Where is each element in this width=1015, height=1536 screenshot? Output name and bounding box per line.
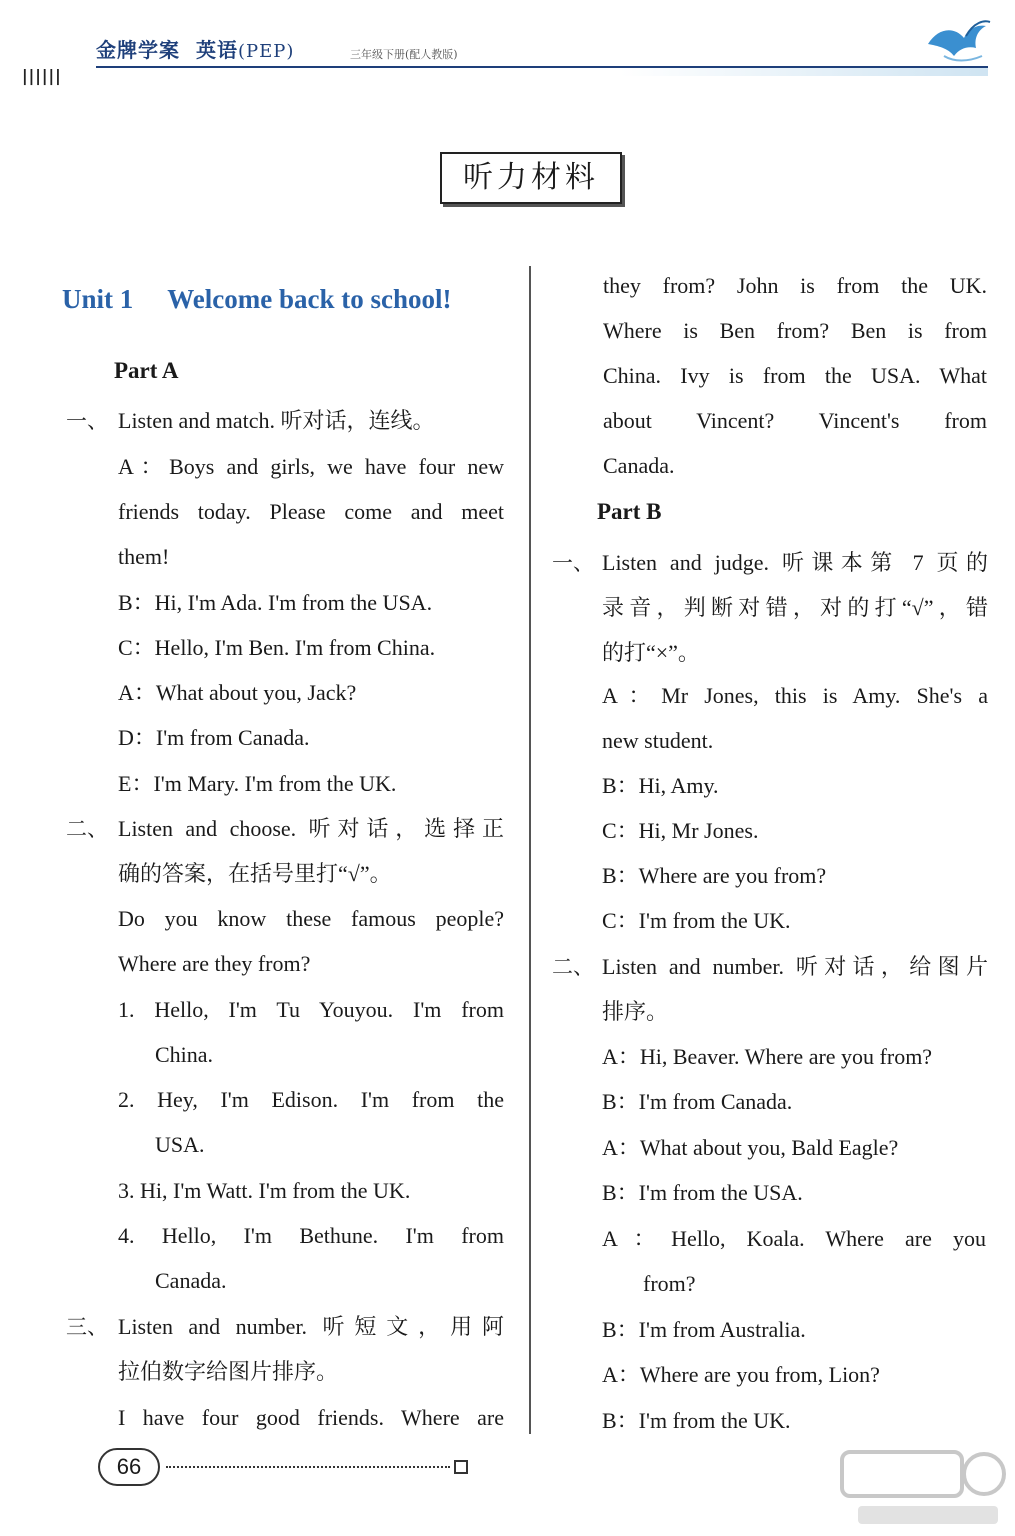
page-title: 听力材料 <box>440 152 622 204</box>
list-item: 3. Hi, I'm Watt. I'm from the UK. <box>118 1178 411 1203</box>
section-1-instruction: Listen and match. 听对话，连线。 <box>118 408 435 433</box>
dialogue-line: B：I'm from the UK. <box>602 1408 791 1433</box>
dialogue-line-cont: from? <box>643 1271 696 1296</box>
section-2-instruction-cont: 确的答案，在括号里打“√”。 <box>118 861 392 886</box>
unit-name: Welcome back to school! <box>167 284 452 314</box>
dialogue-line: A：Hello, Koala. Where are you <box>602 1226 986 1251</box>
dialogue-line: B：I'm from Canada. <box>602 1089 793 1114</box>
question-line: Do you know these famous people? <box>118 906 504 931</box>
section-3-instruction-cont: 拉伯数字给图片排序。 <box>118 1359 339 1384</box>
list-item-cont: China. <box>155 1042 214 1067</box>
section-3-label: 三、 <box>66 1315 108 1339</box>
b-section-2-instruction: Listen and number. 听对话，给图片 <box>602 954 988 979</box>
b-section-1-instruction-cont: 录音，判断对错，对的打“√”，错 <box>602 595 988 620</box>
section-2-instruction: Listen and choose. 听对话，选择正 <box>118 816 504 841</box>
passage-line: China. Ivy is from the USA. What <box>603 363 987 388</box>
dialogue-line: A：Boys and girls, we have four new <box>118 454 504 479</box>
b-section-2-instruction-cont: 排序。 <box>602 999 669 1024</box>
dialogue-line: B：I'm from Australia. <box>602 1317 806 1342</box>
page-header <box>0 0 1015 90</box>
list-item-cont: Canada. <box>155 1268 227 1293</box>
header-title <box>96 34 294 63</box>
column-divider <box>529 266 531 1434</box>
dialogue-line: C：Hi, Mr Jones. <box>602 818 759 843</box>
unit-number: Unit 1 <box>62 284 134 314</box>
passage-line: Canada. <box>603 453 675 478</box>
header-subject: 英语 <box>196 38 238 62</box>
dialogue-line: C：Hello, I'm Ben. I'm from China. <box>118 635 436 660</box>
header-edition: (PEP) <box>238 41 295 62</box>
dialogue-line: A：What about you, Jack? <box>118 680 357 705</box>
header-brand: 金牌学案 <box>96 38 180 62</box>
dialogue-line: them! <box>118 544 170 569</box>
unit-title <box>62 284 451 315</box>
question-line: Where are they from? <box>118 951 311 976</box>
passage-line: Where is Ben from? Ben is from <box>603 318 987 343</box>
page-number: 66 <box>98 1448 160 1486</box>
part-a-heading: Part A <box>114 358 179 383</box>
watermark-stamp-icon <box>838 1446 1008 1532</box>
b-section-1-label: 一、 <box>552 551 594 575</box>
passage-line: I have four good friends. Where are <box>118 1405 504 1430</box>
dialogue-line: B：Hi, Amy. <box>602 773 719 798</box>
dialogue-line: new student. <box>602 728 714 753</box>
dialogue-line: E：I'm Mary. I'm from the UK. <box>118 771 397 796</box>
dialogue-line: B：Hi, I'm Ada. I'm from the USA. <box>118 590 433 615</box>
footer-square-icon <box>454 1460 468 1474</box>
dialogue-line: B：Where are you from? <box>602 863 827 888</box>
section-3-instruction: Listen and number. 听短文，用阿 <box>118 1314 504 1339</box>
section-2-label: 二、 <box>66 817 108 841</box>
wave-logo-icon <box>924 16 994 72</box>
list-item-cont: USA. <box>155 1132 205 1157</box>
dialogue-line: A：Hi, Beaver. Where are you from? <box>602 1044 933 1069</box>
passage-line: they from? John is from the UK. <box>603 273 987 298</box>
section-1-label: 一、 <box>66 409 108 433</box>
list-item: 1. Hello, I'm Tu Youyou. I'm from <box>118 997 504 1022</box>
dialogue-line: D：I'm from Canada. <box>118 725 310 750</box>
dialogue-line: C：I'm from the UK. <box>602 908 791 933</box>
header-subtitle: 三年级下册(配人教版) <box>350 48 458 61</box>
dialogue-line: A：Mr Jones, this is Amy. She's a <box>602 683 988 708</box>
b-section-2-label: 二、 <box>552 955 594 979</box>
b-section-1-instruction-cont: 的打“×”。 <box>602 640 700 665</box>
dialogue-line: A：What about you, Bald Eagle? <box>602 1135 899 1160</box>
passage-line: about Vincent? Vincent's from <box>603 408 987 433</box>
footer-dotted-rule <box>166 1466 450 1468</box>
dialogue-line: A：Where are you from, Lion? <box>602 1362 880 1387</box>
part-b-heading: Part B <box>597 499 662 524</box>
barcode-marks: |||||| <box>20 66 60 85</box>
dialogue-line: friends today. Please come and meet <box>118 499 504 524</box>
dialogue-line: B：I'm from the USA. <box>602 1180 803 1205</box>
list-item: 4. Hello, I'm Bethune. I'm from <box>118 1223 504 1248</box>
b-section-1-instruction: Listen and judge. 听课本第 7 页的 <box>602 550 988 575</box>
list-item: 2. Hey, I'm Edison. I'm from the <box>118 1087 504 1112</box>
